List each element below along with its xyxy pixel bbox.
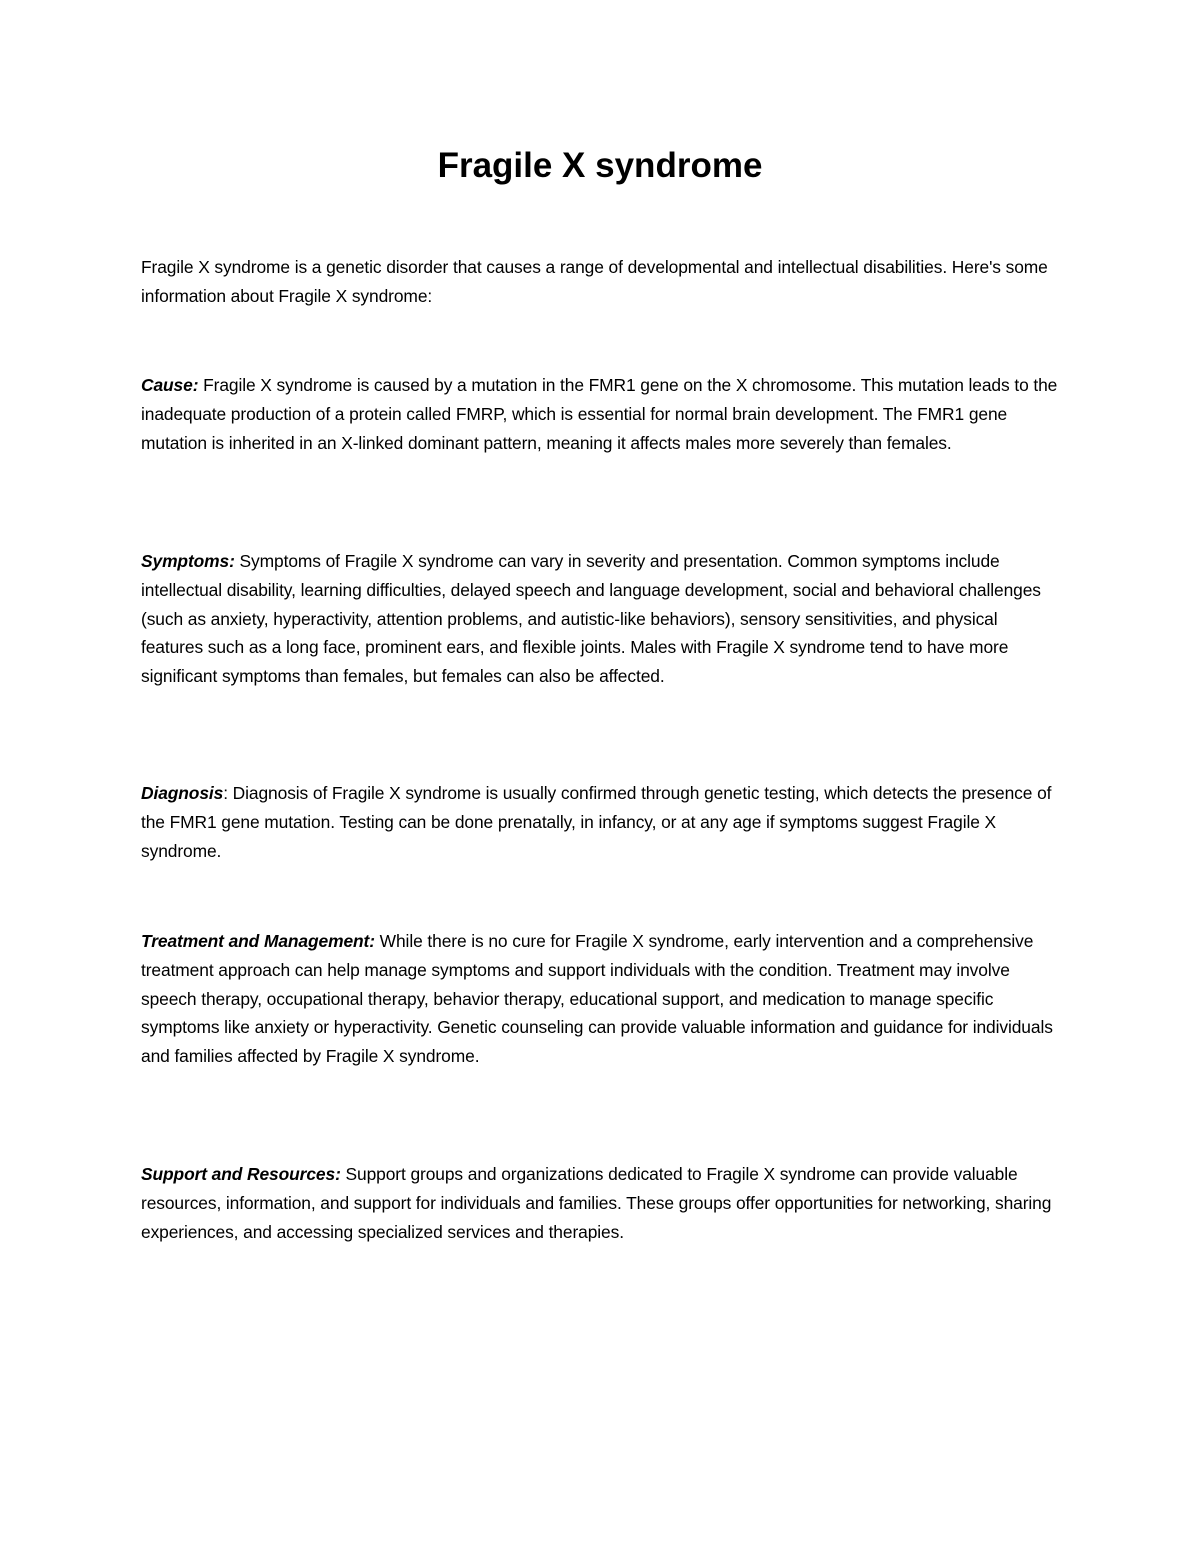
section-text-symptoms: Symptoms of Fragile X syndrome can vary in severity and presentation. Common symptoms include intellectual disability, learning difficulties, delayed speech and language development, social and behavioral challenges (such as anxiety, hyperactivity, attention problems, and autistic-like behaviors), sensory sensitivities, and physical features such as a long face, prominent ears, and flexible joints. Males with Fragile X syndrome tend to have more significant symptoms than females, but females can also be affected. <box>141 551 1041 687</box>
section-text-support: Support groups and organizations dedicated to Fragile X syndrome can provide valuable resources, information, and support for individuals and families. These groups offer opportunities for networking, sharing experiences, and accessing specialized services and therapies. <box>141 1164 1052 1242</box>
section-text-cause: Fragile X syndrome is caused by a mutation in the FMR1 gene on the X chromosome. This mutation leads to the inadequate production of a protein called FMRP, which is essential for normal brain development. The FMR1 gene mutation is inherited in an X-linked dominant pattern, meaning it affects males more severely than females. <box>141 375 1058 453</box>
section-diagnosis <box>141 779 1061 865</box>
section-text-treatment: While there is no cure for Fragile X syndrome, early intervention and a comprehensive treatment approach can help manage symptoms and support individuals with the condition. Treatment may involve speech therapy, occupational therapy, behavior therapy, educational support, and medication to manage specific symptoms like anxiety or hyperactivity. Genetic counseling can provide valuable information and guidance for individuals and families affected by Fragile X syndrome. <box>141 931 1053 1067</box>
section-label-symptoms: Symptoms: <box>141 551 235 571</box>
section-label-cause: Cause: <box>141 375 199 395</box>
section-text-diagnosis: : Diagnosis of Fragile X syndrome is usually confirmed through genetic testing, which detects the presence of the FMR1 gene mutation. Testing can be done prenatally, in infancy, or at any age if symptoms suggest Fragile X syndrome. <box>141 783 1052 861</box>
section-treatment <box>141 927 1061 1071</box>
section-support <box>141 1160 1061 1246</box>
document-title: Fragile X syndrome <box>437 146 763 185</box>
section-label-support: Support and Resources: <box>141 1164 341 1184</box>
section-label-treatment: Treatment and Management: <box>141 931 375 951</box>
section-label-diagnosis: Diagnosis <box>141 783 224 803</box>
section-symptoms <box>141 547 1061 691</box>
intro-paragraph: Fragile X syndrome is a genetic disorder that causes a range of developmental and intellectual disabilities. Here's some information about Fragile X syndrome: <box>141 257 1048 306</box>
section-cause <box>141 371 1061 457</box>
